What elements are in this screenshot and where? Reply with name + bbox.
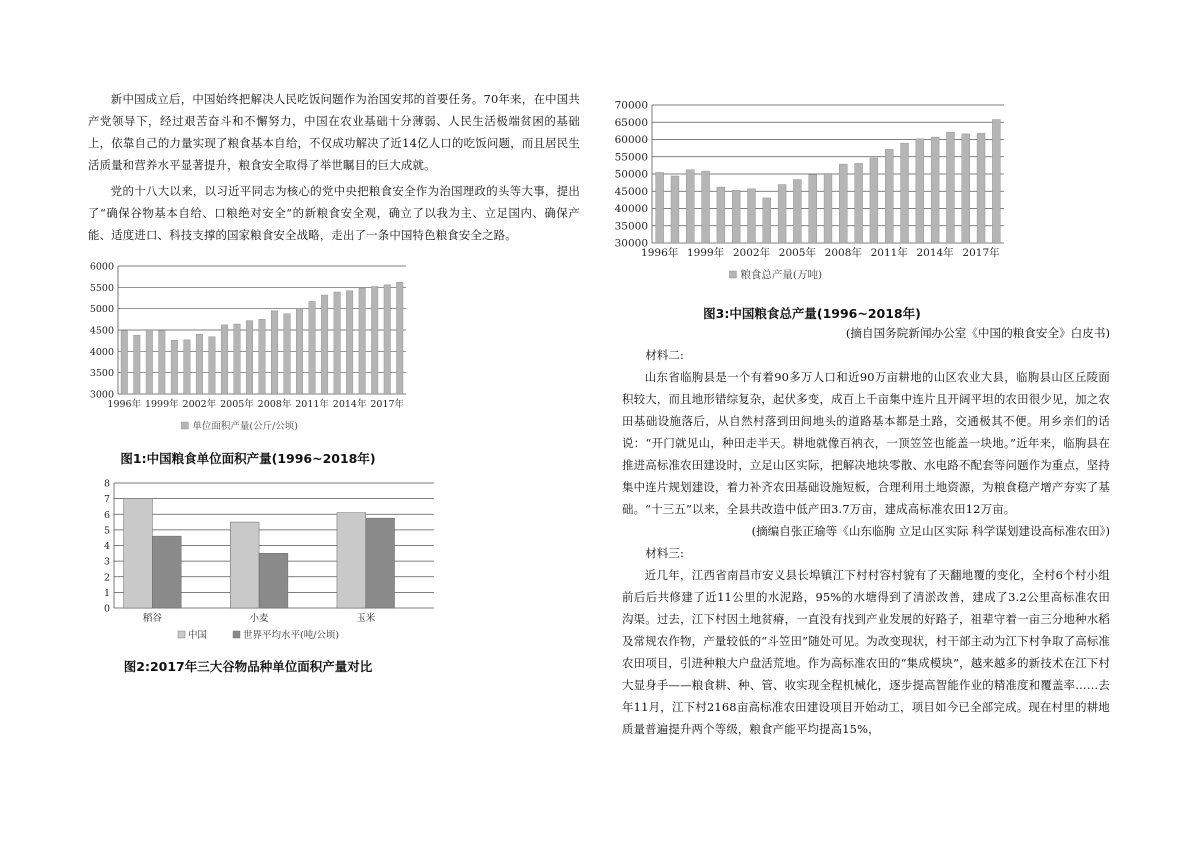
y-tick-label: 60000 [614, 134, 648, 146]
bar [337, 513, 366, 608]
fig3-title: 图3:中国粮食总产量(1996~2018年) [703, 306, 921, 321]
y-tick-label: 55000 [614, 151, 648, 164]
y-tick-label: 1 [103, 587, 110, 599]
legend-swatch [729, 271, 736, 278]
y-tick-label: 5 [103, 525, 110, 537]
bar [717, 187, 725, 243]
bar [384, 285, 391, 394]
y-tick-label: 8 [103, 478, 110, 490]
bar [885, 149, 893, 243]
bar [778, 185, 786, 243]
x-tick-label: 1996年 [107, 399, 142, 410]
bar [359, 288, 366, 394]
bar [234, 324, 241, 394]
bar [992, 120, 1000, 243]
x-tick-label: 2005年 [220, 399, 254, 410]
y-tick-label: 5500 [89, 282, 114, 294]
bar [184, 340, 191, 394]
bar [371, 286, 378, 394]
intro-paragraph: 新中国成立后，中国始终把解决人民吃饭问题作为治国安邦的首要任务。70年来，在中国共产党领导下，经过艰苦奋斗和不懈努力，中国在农业基础十分薄弱、人民生活极端贫困的基础上，依靠自己的力量实现了粮食基本自给，不仅成功解决了近14亿人口的吃饭问题，而且居民生活质量和营养水平显著提升，粮食安全取得了举世瞩目的巨大成就。 [88, 92, 580, 172]
bar [159, 330, 166, 394]
bar [977, 133, 985, 243]
fig1-title: 图1:中国粮食单位面积产量(1996~2018年) [120, 451, 376, 466]
y-tick-label: 3000 [89, 389, 114, 401]
bar [146, 330, 153, 394]
bar [196, 334, 203, 394]
bar [366, 518, 395, 608]
bar [171, 340, 178, 394]
bar [396, 282, 403, 394]
y-tick-label: 4500 [89, 325, 114, 337]
bar [671, 176, 679, 243]
x-tick-label: 1999年 [144, 399, 179, 410]
y-tick-label: 2 [103, 572, 110, 584]
x-tick-label: 2011年 [295, 399, 329, 410]
bar [702, 171, 710, 243]
y-tick-label: 5000 [89, 304, 114, 316]
material-2-label: 材料二: [645, 348, 684, 362]
x-tick-label: 1996年 [641, 247, 679, 259]
bar [346, 291, 353, 394]
chart-fig1 [89, 258, 416, 440]
x-tick-label: 2011年 [870, 247, 908, 259]
fig2-title: 图2:2017年三大谷物品种单位面积产量对比 [123, 659, 373, 674]
bar [686, 170, 694, 243]
x-tick-label: 2017年 [370, 399, 405, 410]
x-tick-label: 稻谷 [142, 613, 162, 624]
y-tick-label: 6000 [89, 261, 114, 273]
y-tick-label: 4 [103, 541, 110, 552]
y-tick-label: 3500 [89, 368, 114, 380]
y-tick-label: 35000 [614, 220, 648, 233]
bar [271, 311, 278, 394]
bar [962, 134, 970, 243]
bar [259, 319, 266, 394]
bar [246, 321, 253, 394]
legend-swatch [181, 422, 188, 429]
bar [134, 335, 141, 394]
legend-swatch [178, 631, 185, 638]
bar [656, 172, 664, 243]
bar [309, 301, 316, 394]
bar [334, 292, 341, 394]
y-tick-label: 0 [103, 603, 110, 615]
bar [824, 173, 832, 243]
bar [809, 175, 817, 243]
bar [221, 325, 228, 394]
bar [916, 139, 924, 243]
bar [793, 180, 801, 243]
bar [931, 137, 939, 243]
legend-label: 粮食总产量(万吨) [740, 269, 823, 281]
x-tick-label: 小麦 [249, 613, 269, 624]
material-3-label: 材料三: [645, 546, 684, 560]
fig3-source: (摘自国务院新闻办公室《中国的粮食安全》白皮书) [845, 326, 1110, 340]
bar [121, 331, 128, 394]
x-tick-label: 2005年 [778, 247, 817, 259]
legend-label: 世界平均水平(吨/公顷) [243, 630, 340, 641]
bar [946, 132, 954, 243]
bar [209, 337, 216, 394]
y-tick-label: 6 [103, 509, 110, 521]
material-2-source: (摘编自张正瑜等《山东临朐 立足山区实际 科学谋划建设高标准农田》) [751, 524, 1110, 538]
y-tick-label: 45000 [614, 185, 648, 198]
bar [839, 164, 847, 243]
intro-paragraph-2: 党的十八大以来，以习近平同志为核心的党中央把粮食安全作为治国理政的头等大事，提出了“确保谷物基本自给、口粮绝对安全”的新粮食安全观，确立了以我为主、立足国内、确保产能、适度进口、科技支撑的国家粮食安全战略，走出了一条中国特色粮食安全之路。 [88, 184, 580, 242]
bar [321, 295, 328, 394]
bar [296, 308, 303, 394]
bar [855, 163, 863, 243]
x-tick-label: 2002年 [732, 247, 771, 259]
y-tick-label: 3 [103, 556, 110, 568]
legend-label: 中国 [188, 630, 208, 641]
chart-fig2 [96, 478, 431, 650]
x-tick-label: 2014年 [916, 247, 954, 259]
material-2-text: 山东省临朐县是一个有着90多万人口和近90万亩耕地的山区农业大县，临朐县山区丘陵面积较大，而且地形错综复杂，起伏多变，成百上千亩集中连片且开阔平坦的农田很少见，加之农田基础设施落后，从自然村落到田间地头的道路基本都是土路，交通极其不便。用乡亲们的话说：“开门就见山，种田走半天。耕地就像百衲衣，一顶笠笠也能盖一块地。”近年来，临朐县在推进高标准农田建设时，立足山区实际，把解决地块零散、水电路不配套等问题作为重点，坚持集中连片规划建设，着力补齐农田基础设施短板，合理利用土地资源，为粮食稳产增产夯实了基础。“十三五”以来，全县共改造中低产田3.7万亩，建成高标准农田12万亩。 [622, 370, 1110, 516]
bar [230, 522, 259, 608]
material-3-text: 近几年，江西省南昌市安义县长埠镇江下村村容村貌有了天翻地覆的变化，全村6个村小组前后后共修建了近11公里的水泥路，95%的水塘得到了清淤改善，建成了3.2公里高标准农田沟渠。过去，江下村因土地贫瘠，一直没有找到产业发展的好路子，祖辈守着一亩三分地种水稻及常规农作物，产量较低的“斗笠田”随处可见。为改变现状，村干部主动为江下村争取了高标准农田项目，引进种粮大户盘活荒地。作为高标准农田的“集成模块”，越来越多的新技术在江下村大显身手——粮食耕、种、管、收实现全程机械化，逐步提高智能作业的精准度和覆盖率……去年11月，江下村2168亩高标准农田建设项目开始动工，项目如今已全部完成。现在村里的耕地质量普遍提升两个等级，粮食产能平均提高15%， [622, 568, 1110, 736]
x-tick-label: 2008年 [257, 399, 292, 410]
legend-swatch [233, 631, 240, 638]
bar [124, 499, 153, 608]
y-tick-label: 30000 [614, 237, 648, 250]
x-tick-label: 2017年 [962, 247, 1000, 259]
bar [284, 314, 291, 394]
y-tick-label: 4000 [89, 346, 114, 358]
bar [763, 198, 771, 243]
bar [901, 143, 909, 243]
chart-fig3 [602, 96, 1022, 291]
x-tick-label: 1999年 [686, 247, 725, 259]
bar [259, 553, 288, 608]
x-tick-label: 2002年 [182, 399, 217, 410]
y-tick-label: 50000 [614, 168, 648, 181]
y-tick-label: 65000 [614, 116, 648, 129]
x-tick-label: 2008年 [824, 247, 862, 259]
x-tick-label: 2014年 [332, 399, 367, 410]
legend-label: 单位面积产量(公斤/公顷) [192, 421, 298, 432]
y-tick-label: 70000 [614, 99, 648, 112]
y-tick-label: 40000 [614, 203, 648, 215]
x-tick-label: 玉米 [356, 613, 376, 624]
bar [732, 190, 740, 243]
y-tick-label: 7 [103, 494, 110, 506]
bar [747, 189, 755, 243]
bar [870, 158, 878, 243]
bar [152, 536, 181, 608]
